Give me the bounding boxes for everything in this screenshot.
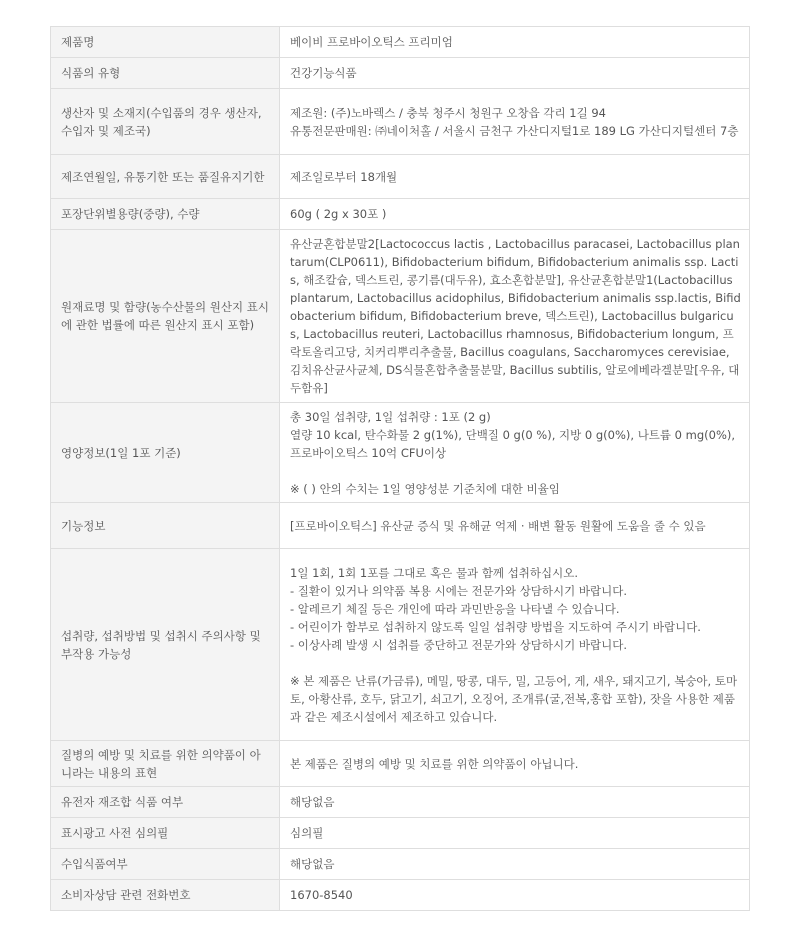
row-value-line: [프로바이오틱스] 유산균 증식 및 유해균 억제 · 배변 활동 원활에 도움을 줄 수 있음 xyxy=(290,518,706,533)
row-value-line: 제조일로부터 18개월 xyxy=(290,169,398,184)
row-value-line: - 이상사례 발생 시 섭취를 중단하고 전문가와 상담하시기 바랍니다. xyxy=(290,637,627,652)
row-value-gap xyxy=(290,462,741,480)
row-value xyxy=(280,880,750,911)
row-value xyxy=(280,89,750,155)
row-value xyxy=(280,27,750,58)
table-row xyxy=(51,787,750,818)
product-info-table-body xyxy=(51,27,750,911)
row-value-line: 총 30일 섭취량, 1일 섭취량 : 1포 (2 g) xyxy=(290,409,491,424)
row-value xyxy=(280,741,750,787)
row-value-gap xyxy=(290,654,741,672)
row-value-line: 1일 1회, 1회 1포를 그대로 혹은 물과 함께 섭취하십시오. xyxy=(290,565,578,580)
row-value xyxy=(280,818,750,849)
row-value-line: 심의필 xyxy=(290,826,324,840)
row-label: 영양정보(1일 1포 기준) xyxy=(51,403,280,503)
row-value xyxy=(280,199,750,230)
table-row xyxy=(51,849,750,880)
row-value xyxy=(280,155,750,199)
table-row xyxy=(51,503,750,549)
row-value-line: 열량 10 kcal, 탄수화물 2 g(1%), 단백질 0 g(0 %), 지방 0 g(0%), 나트륨 0 mg(0%), 프로바이오틱스 10억 CFU이상 xyxy=(290,427,739,460)
row-value-line: - 질환이 있거나 의약품 복용 시에는 전문가와 상담하시기 바랍니다. xyxy=(290,583,627,598)
row-label: 질병의 예방 및 치료를 위한 의약품이 아니라는 내용의 표현 xyxy=(51,741,280,787)
row-label: 제조연월일, 유통기한 또는 품질유지기한 xyxy=(51,155,280,199)
row-label: 섭취량, 섭취방법 및 섭취시 주의사항 및 부작용 가능성 xyxy=(51,549,280,741)
table-row xyxy=(51,818,750,849)
row-value-line: 해당없음 xyxy=(290,795,335,809)
row-value xyxy=(280,549,750,741)
row-value-line: ※ 본 제품은 난류(가금류), 메밀, 땅콩, 대두, 밀, 고등어, 게, 새우, 돼지고기, 복숭아, 토마토, 아황산류, 호두, 닭고기, 쇠고기, 오징어, 조개류(굴,전복,홍합 포함), 잣을 사용한 제품과 같은 제조시설에서 제조하고 있습니다. xyxy=(290,673,738,724)
product-info-table xyxy=(50,26,750,911)
row-value xyxy=(280,403,750,503)
row-label: 소비자상담 관련 전화번호 xyxy=(51,880,280,911)
table-row xyxy=(51,230,750,403)
row-label: 원재료명 및 함량(농수산물의 원산지 표시에 관한 법률에 따른 원산지 표시 포함) xyxy=(51,230,280,403)
row-value-line: 본 제품은 질병의 예방 및 치료를 위한 의약품이 아닙니다. xyxy=(290,756,579,771)
row-value-line: 1670-8540 xyxy=(290,888,353,902)
row-label: 유전자 재조합 식품 여부 xyxy=(51,787,280,818)
table-row xyxy=(51,27,750,58)
row-value-line: 유통전문판매원: ㈜네이처홀 / 서울시 금천구 가산디지털1로 189 LG 가산디지털센터 7층 xyxy=(290,123,739,138)
table-row xyxy=(51,155,750,199)
row-value xyxy=(280,503,750,549)
row-value-line: 제조원: (주)노바렉스 / 충북 청주시 청원구 오창읍 각리 1길 94 xyxy=(290,105,606,120)
row-value xyxy=(280,230,750,403)
row-value xyxy=(280,849,750,880)
row-value xyxy=(280,787,750,818)
row-value-line: - 어린이가 함부로 섭취하지 않도록 일일 섭취량 방법을 지도하여 주시기 바랍니다. xyxy=(290,619,701,634)
row-value-line: - 알레르기 체질 등은 개인에 따라 과민반응을 나타낼 수 있습니다. xyxy=(290,601,620,616)
table-row xyxy=(51,549,750,741)
table-row xyxy=(51,880,750,911)
row-value-line: 베이비 프로바이오틱스 프리미엄 xyxy=(290,35,453,49)
row-value-line: 해당없음 xyxy=(290,857,335,871)
row-label: 제품명 xyxy=(51,27,280,58)
row-label: 표시광고 사전 심의필 xyxy=(51,818,280,849)
row-value-line: ※ ( ) 안의 수치는 1일 영양성분 기준치에 대한 비율임 xyxy=(290,481,560,496)
table-row xyxy=(51,58,750,89)
table-row xyxy=(51,89,750,155)
row-value-line: 60g ( 2g x 30포 ) xyxy=(290,207,387,221)
table-row xyxy=(51,403,750,503)
row-value xyxy=(280,58,750,89)
row-label: 기능정보 xyxy=(51,503,280,549)
table-row xyxy=(51,741,750,787)
product-info-notice xyxy=(50,26,750,911)
row-label: 식품의 유형 xyxy=(51,58,280,89)
row-value-line: 건강기능식품 xyxy=(290,66,357,80)
row-label: 수입식품여부 xyxy=(51,849,280,880)
table-row xyxy=(51,199,750,230)
row-label: 생산자 및 소재지(수입품의 경우 생산자, 수입자 및 제조국) xyxy=(51,89,280,155)
row-label: 포장단위별용량(중량), 수량 xyxy=(51,199,280,230)
row-value-line: 유산균혼합분말2[Lactococcus lactis , Lactobacillus paracasei, Lactobacillus plantarum(CLP0611), Bifidobacterium bifidum, Bifidobacterium animalis ssp. Lactis, 해조칼슘, 덱스트린, 콩기름(대두유), 효소혼합분말], 유산균혼합분말1(Lactobacillus plantarum, Lactobacillus acidophilus, Bifidobacterium animalis ssp.lactis, Bifidobacterium bifidum, Bifidobacterium breve, 덱스트린), Lactobacillus bulgaricus, Lactobacillus reuteri, Lactobacillus rhamnosus, Bifidobacterium longum, 프락토올리고당, 치커리뿌리추출물, Bacillus coagulans, Saccharomyces cerevisiae, 김치유산균사균체, DS식물혼합추출물분말, Bacillus subtilis, 알로에베라겔분말[우유, 대두함유] xyxy=(290,237,741,395)
